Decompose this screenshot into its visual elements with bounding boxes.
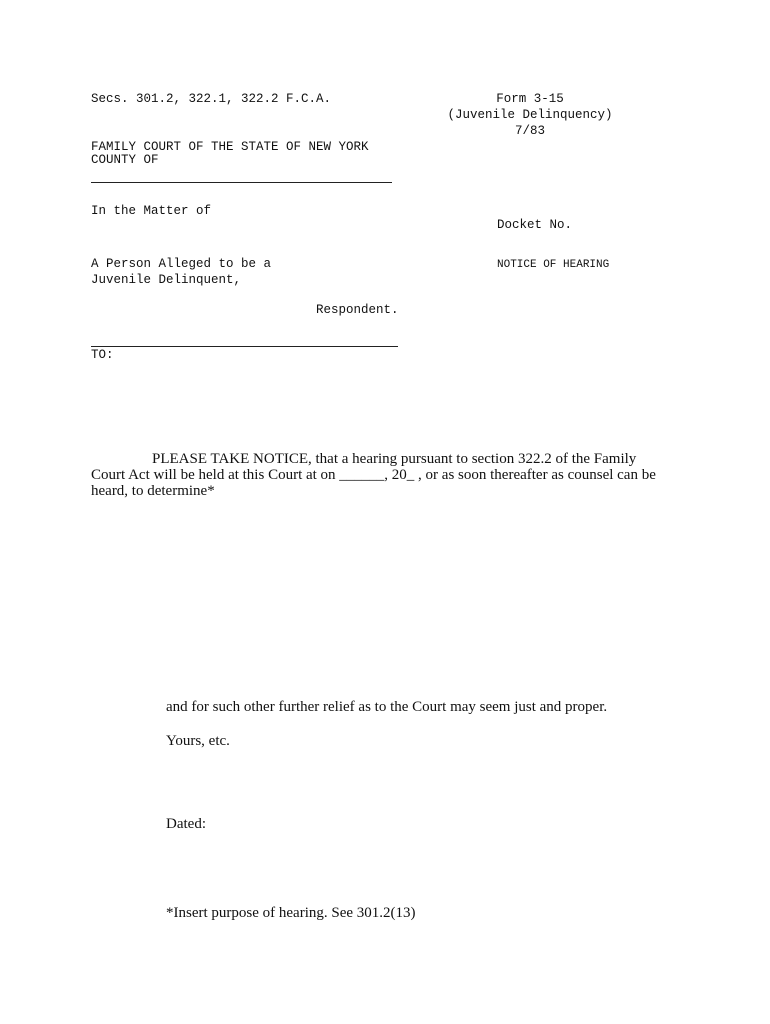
- county-underline: [91, 182, 392, 183]
- caption-underline: [91, 346, 398, 347]
- relief-text: and for such other further relief as to the Court may seem just and proper.: [166, 699, 608, 715]
- form-category: (Juvenile Delinquency): [447, 108, 613, 122]
- closing-text: Yours, etc.: [166, 733, 230, 749]
- notice-line-3: heard, to determine*: [91, 483, 215, 499]
- court-name: FAMILY COURT OF THE STATE OF NEW YORK: [91, 140, 369, 154]
- party-description-line2: Juvenile Delinquent,: [91, 273, 242, 287]
- docket-label: Docket No.: [497, 218, 573, 232]
- document-title: NOTICE OF HEARING: [497, 259, 610, 271]
- matter-label: In the Matter of: [91, 204, 212, 218]
- respondent-label: Respondent.: [316, 303, 399, 317]
- statute-reference: Secs. 301.2, 322.1, 322.2 F.C.A.: [91, 92, 332, 106]
- county-label: COUNTY OF: [91, 153, 159, 167]
- footnote: *Insert purpose of hearing. See 301.2(13): [166, 905, 416, 921]
- notice-line-2: Court Act will be held at this Court at on ______, 20_ , or as soon thereafter as counsel can be: [91, 467, 656, 483]
- form-date: 7/83: [514, 124, 545, 138]
- to-label: TO:: [91, 348, 114, 362]
- dated-label: Dated:: [166, 816, 206, 832]
- notice-line-1: PLEASE TAKE NOTICE, that a hearing pursuant to section 322.2 of the Family: [152, 451, 637, 467]
- form-number: Form 3-15: [496, 92, 564, 106]
- party-description-line1: A Person Alleged to be a: [91, 257, 272, 271]
